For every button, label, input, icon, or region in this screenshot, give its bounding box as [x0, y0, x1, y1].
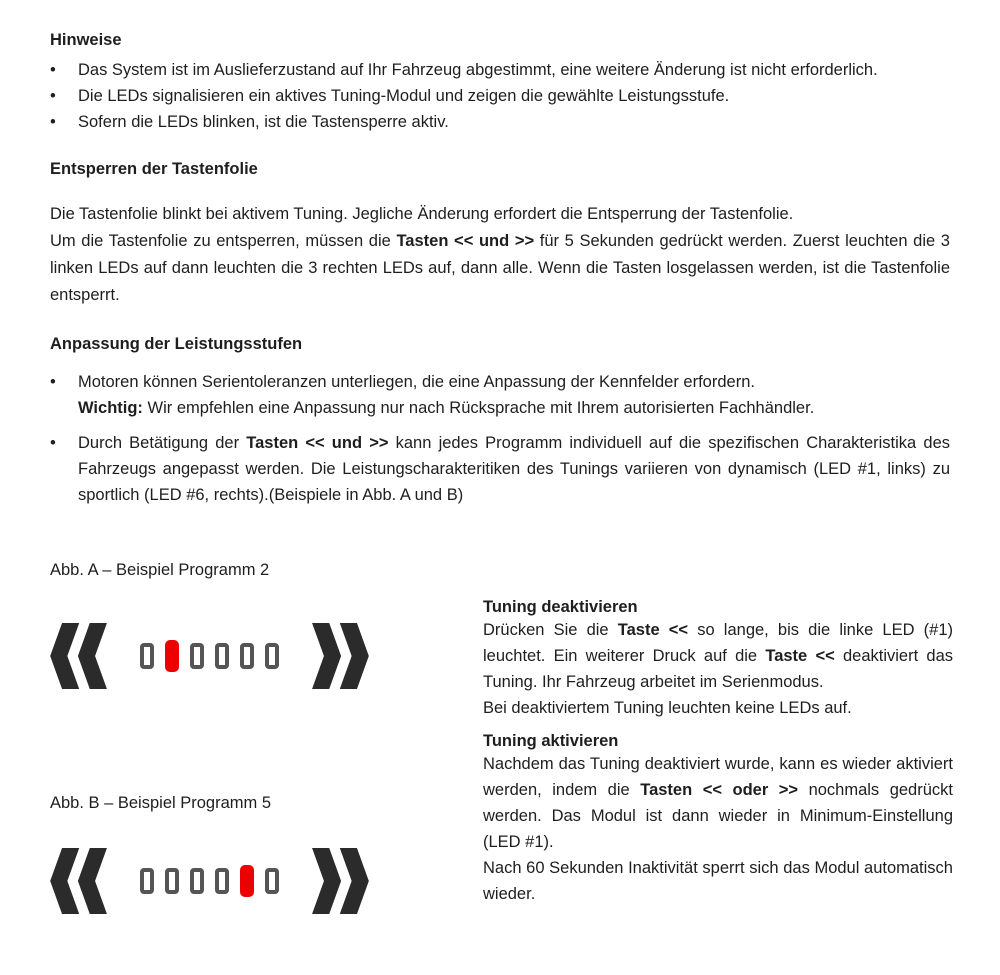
bold-segment: Taste <<: [765, 647, 835, 665]
bullet-text: [78, 430, 950, 508]
led-3: [190, 868, 204, 894]
led-1: [140, 643, 154, 669]
text-segment: (LED #1).: [483, 833, 554, 851]
bullet-marker: •: [50, 87, 56, 105]
bold-segment: Tasten << oder >>: [640, 781, 799, 799]
paragraph-deaktivieren-1: [483, 617, 953, 695]
led-1: [140, 868, 154, 894]
paragraph-entsperren: [50, 201, 950, 309]
section-heading-anpassung: Anpassung der Leistungsstufen: [50, 335, 303, 353]
bold-segment: Tasten << und >>: [246, 434, 389, 452]
led-4: [215, 643, 229, 669]
led-2: [165, 868, 179, 894]
text-segment: kann jedes Programm individuell auf die spezifischen Charakteristika des Fahrzeugs angepasst werden. Die Leistungscharakteritiken des Tunings variieren von dynamisch (LED #1, links) zu sportlich (LED #6, rechts).(Beispiele in Abb. A und B): [78, 434, 950, 504]
paragraph-aktivieren-1: [483, 751, 953, 855]
bullet-text: [78, 369, 950, 421]
bold-segment: Taste <<: [617, 621, 689, 639]
led-5: [240, 643, 254, 669]
section-heading-tuning-deaktivieren: Tuning deaktivieren: [483, 598, 638, 616]
figure-b-label: Abb. B – Beispiel Programm 5: [50, 794, 272, 812]
bullet-item: [50, 57, 950, 83]
text-line: [78, 395, 950, 421]
bullet-item: [50, 83, 950, 109]
bullet-text: Sofern die LEDs blinken, ist die Tastensperre aktiv.: [78, 113, 449, 131]
text-segment: Durch Betätigung der: [78, 434, 247, 452]
text-segment: Nachdem das Tuning deaktiviert wurde, kann es wieder aktiviert werden, indem die: [483, 755, 953, 799]
bullet-marker: •: [50, 434, 56, 452]
hinweise-bullet-list: [50, 57, 950, 135]
text-line: [50, 228, 950, 309]
text-segment: Die Tastenfolie blinkt bei aktivem Tuning. Jegliche Änderung erfordert die Entsperrung der Tastenfolie.: [50, 205, 794, 223]
figure-column: [50, 560, 483, 914]
section-heading-entsperren: Entsperren der Tastenfolie: [50, 160, 258, 178]
bullet-text: Die LEDs signalisieren ein aktives Tuning-Modul und zeigen die gewählte Leistungsstufe.: [78, 87, 730, 105]
text-segment: Motoren können Serientoleranzen unterliegen, die eine Anpassung der Kennfelder erfordern.: [78, 373, 755, 391]
led-row: [140, 865, 279, 897]
figure-a-label: Abb. A – Beispiel Programm 2: [50, 561, 270, 579]
paragraph-aktivieren-2: Nach 60 Sekunden Inaktivität sperrt sich das Modul automatisch wieder.: [483, 859, 953, 903]
section-heading-tuning-aktivieren: Tuning aktivieren: [483, 732, 619, 750]
bullet-marker: •: [50, 373, 56, 391]
figure-b-led-display: [50, 848, 483, 914]
bullet-text: Das System ist im Auslieferzustand auf Ihr Fahrzeug abgestimmt, eine weitere Änderung ist nicht erforderlich.: [78, 61, 878, 79]
text-segment: so lange, bis die linke LED (#1) leuchtet. Ein weiterer Druck auf die: [483, 621, 954, 665]
bullet-item: [50, 430, 950, 508]
text-segment: Um die Tastenfolie zu entsperren, müssen die: [50, 232, 397, 250]
led-5-active: [240, 865, 254, 897]
text-segment: deaktiviert das Tuning. Ihr Fahrzeug arbeitet im Serienmodus.: [483, 647, 953, 691]
text-segment: Minimum-Einstellung: [799, 807, 953, 825]
led-4: [215, 868, 229, 894]
text-segment: Drücken Sie die: [483, 621, 618, 639]
bullet-marker: •: [50, 61, 56, 79]
top-section: [50, 30, 950, 508]
bullet-item: [50, 109, 950, 135]
bold-segment: Wichtig:: [78, 399, 143, 417]
text-segment: nochmals gedrückt werden. Das Modul ist dann wieder in: [483, 781, 953, 825]
double-chevron-left-icon: [50, 623, 119, 689]
bullet-item: [50, 369, 950, 421]
double-chevron-left-icon: [50, 848, 119, 914]
bold-segment: Tasten << und >>: [396, 232, 535, 250]
led-6: [265, 643, 279, 669]
led-row: [140, 640, 279, 672]
figure-a-led-display: [50, 623, 483, 689]
led-2-active: [165, 640, 179, 672]
bullet-marker: •: [50, 113, 56, 131]
section-heading-hinweise: Hinweise: [50, 31, 122, 49]
text-segment: Wir empfehlen eine Anpassung nur nach Rücksprache mit Ihrem autorisierten Fachhändler.: [142, 399, 815, 417]
led-3: [190, 643, 204, 669]
text-segment: für 5 Sekunden gedrückt werden. Zuerst leuchten die 3 linken LEDs auf dann leuchten die 3 rechten LEDs auf, dann alle. Wenn die Tasten losgelassen werden, ist die Tastenfolie entsperrt.: [50, 232, 950, 304]
double-chevron-right-icon: [300, 623, 369, 689]
double-chevron-right-icon: [300, 848, 369, 914]
right-column: [483, 597, 953, 907]
anpassung-bullet-list: [50, 369, 950, 508]
led-6: [265, 868, 279, 894]
paragraph-deaktivieren-2: Bei deaktiviertem Tuning leuchten keine LEDs auf.: [483, 699, 852, 717]
